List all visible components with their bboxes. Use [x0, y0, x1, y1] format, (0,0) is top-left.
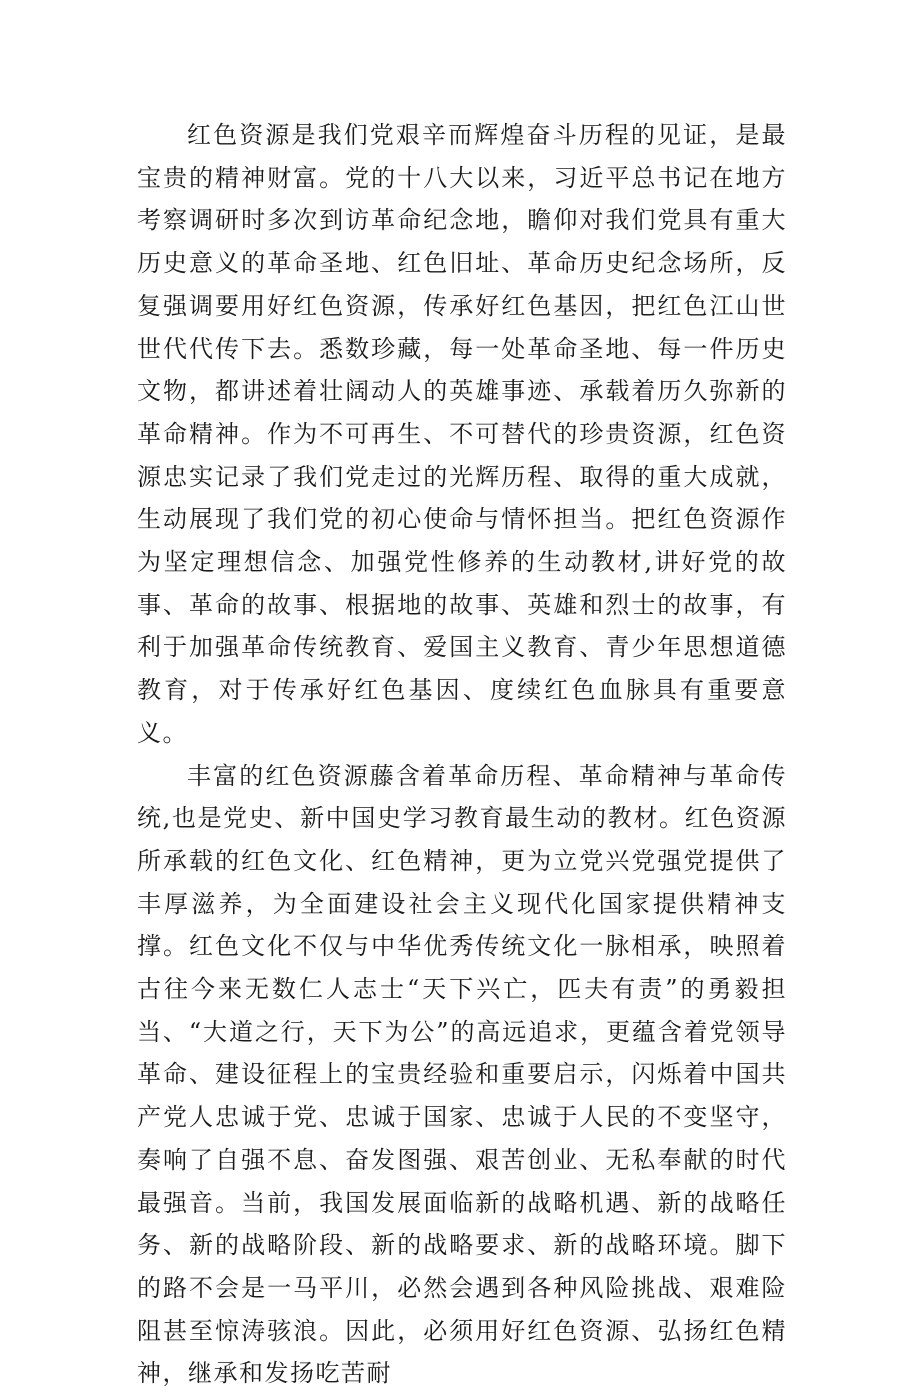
paragraph-2: 丰富的红色资源藤含着革命历程、革命精神与革命传统,也是党史、新中国史学习教育最生动的教材。红色资源所承载的红色文化、红色精神，更为立党兴党强党提供了丰厚滋养，为全面建设社会主义现代化国家提供精神支撑。红色文化不仅与中华优秀传统文化一脉相承，映照着古往今来无数仁人志士“天下兴亡，匹夫有责”的勇毅担当、“大道之行，天下为公”的高远追求，更蕴含着党领导革命、建设征程上的宝贵经验和重要启示，闪烁着中国共产党人忠诚于党、忠诚于国家、忠诚于人民的不变坚守，奏响了自强不息、奋发图强、艰苦创业、无私奉献的时代最强音。当前，我国发展面临新的战略机遇、新的战略任务、新的战略阶段、新的战略要求、新的战略环境。脚下的路不会是一马平川，必然会遇到各种风险挑战、艰难险阻甚至惊涛骇浪。因此，必须用好红色资源、弘扬红色精神，继承和发扬吃苦耐 [137, 761, 787, 1388]
paragraph-1: 红色资源是我们党艰辛而辉煌奋斗历程的见证，是最宝贵的精神财富。党的十八大以来，习近平总书记在地方考察调研时多次到访革命纪念地，瞻仰对我们党具有重大历史意义的革命圣地、红色旧址、革命历史纪念场所，反复强调要用好红色资源，传承好红色基因，把红色江山世世代代传下去。悉数珍藏，每一处革命圣地、每一件历史文物，都讲述着壮阔动人的英雄事迹、承载着历久弥新的革命精神。作为不可再生、不可替代的珍贵资源，红色资源忠实记录了我们党走过的光辉历程、取得的重大成就，生动展现了我们党的初心使命与情怀担当。把红色资源作为坚定理想信念、加强党性修养的生动教材,讲好党的故事、革命的故事、根据地的故事、英雄和烈士的故事，有利于加强革命传统教育、爱国主义教育、青少年思想道德教育，对于传承好红色基因、度续红色血脉具有重要意义。 [137, 121, 787, 747]
document-body [137, 114, 787, 1395]
